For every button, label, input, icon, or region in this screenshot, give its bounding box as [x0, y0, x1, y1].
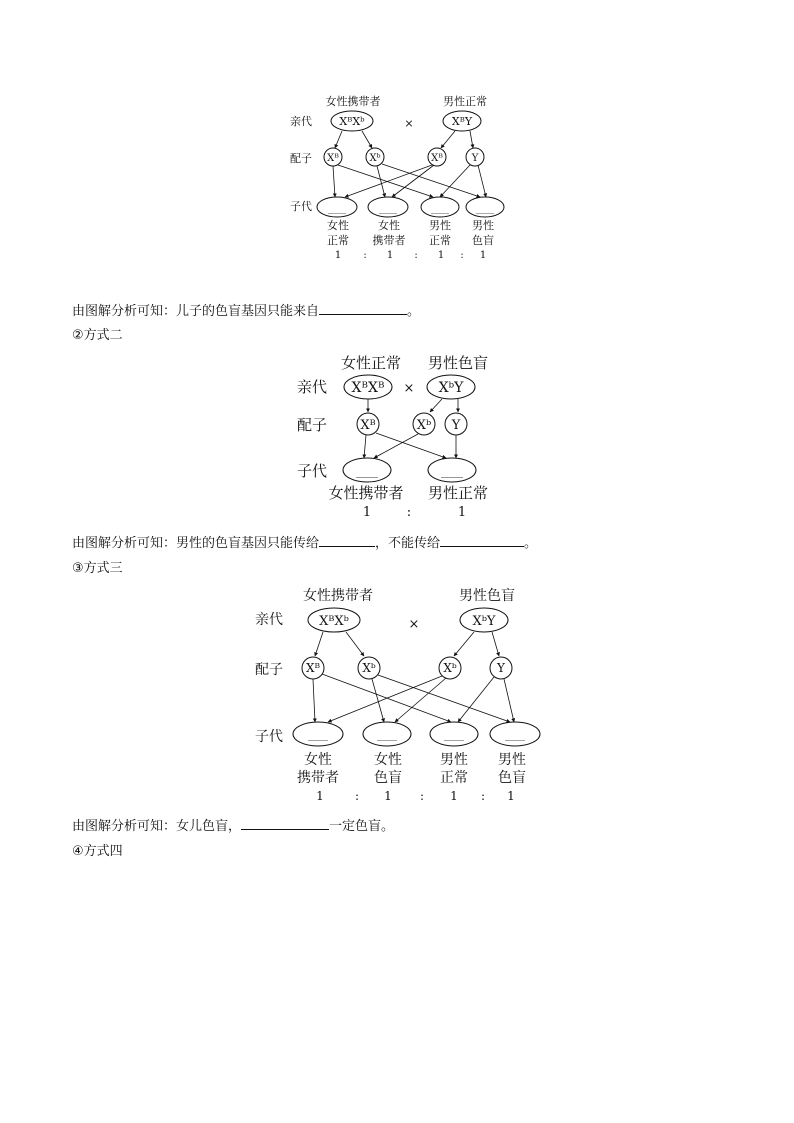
svg-text:1: 1 [384, 789, 392, 803]
row-label-gamete: 配子 [290, 152, 312, 165]
offspring-label: 男性 [472, 219, 494, 232]
offspring-blank: ____ [505, 730, 525, 741]
svg-text:1: 1 [386, 250, 394, 261]
diagram-way1 [0, 90, 794, 265]
parent-left-label: 女性携带者 [303, 588, 373, 604]
offspring-label: 色盲 [498, 770, 526, 786]
parent-right-genotype: XᵇY [438, 380, 464, 396]
offspring-label: 女性 [327, 219, 349, 232]
svg-text:1: 1 [362, 505, 372, 520]
offspring-blank: ____ [377, 730, 397, 741]
offspring-label: 色盲 [374, 770, 402, 786]
offspring-blank: ____ [379, 204, 397, 214]
offspring-label: 携带者 [372, 234, 406, 247]
gamete-label: Xᴮ [305, 661, 321, 675]
parent-left-genotype: XᴮXᵇ [319, 614, 349, 629]
parent-right-genotype: XᴮY [451, 115, 473, 128]
svg-text::: : [419, 789, 425, 803]
cross-diagram-3 [0, 580, 794, 805]
ratio [363, 505, 466, 520]
row-label-gamete: 配子 [297, 416, 328, 434]
cross-symbol: × [403, 381, 415, 396]
gamete-label: Y [451, 418, 461, 433]
offspring-label: 男性 [440, 752, 468, 768]
gamete-label: Xᴮ [360, 418, 376, 433]
question-3: 由图解分析可知：女儿色盲， 一定色盲。 [72, 816, 394, 836]
gamete-label: Xᵇ [362, 661, 376, 675]
svg-text::: : [460, 250, 464, 261]
parent-right-label: 男性色盲 [459, 588, 515, 604]
offspring-label: 男性 [429, 219, 451, 232]
ratio [316, 789, 515, 803]
gamete-label: Y [497, 661, 505, 675]
svg-text::: : [406, 505, 412, 520]
offspring-blank: ____ [444, 730, 464, 741]
parent-right-label: 男性色盲 [427, 354, 489, 372]
parent-left-label: 女性正常 [340, 354, 402, 372]
svg-text:1: 1 [316, 789, 324, 803]
question-2: 由图解分析可知：男性的色盲基因只能传给 ，不能传给 。 [72, 533, 537, 553]
answer-blank[interactable] [319, 533, 375, 547]
offspring-label: 正常 [440, 770, 468, 786]
heading-way4: ④方式四 [72, 844, 123, 859]
cross-symbol: × [404, 117, 414, 130]
row-label-parent: 亲代 [255, 612, 283, 628]
svg-text:1: 1 [437, 250, 445, 261]
answer-blank[interactable] [440, 533, 524, 547]
svg-text:1: 1 [450, 789, 458, 803]
parent-left-label: 女性携带者 [325, 95, 381, 108]
gamete-label: Xᵇ [443, 661, 457, 675]
parent-right-label: 男性正常 [443, 95, 487, 108]
svg-text:1: 1 [507, 789, 515, 803]
row-label-gamete: 配子 [255, 662, 283, 678]
offspring-label: 男性正常 [427, 484, 489, 502]
offspring-label: 女性 [378, 219, 400, 232]
svg-text:1: 1 [334, 250, 342, 261]
offspring-blank: ____ [356, 465, 378, 478]
offspring-label: 男性 [498, 752, 526, 768]
offspring-blank: ____ [308, 730, 328, 741]
offspring-label: 携带者 [297, 770, 339, 786]
cross-symbol: × [408, 617, 420, 632]
row-label-parent: 亲代 [297, 378, 328, 396]
gamete-label: Xᴮ [327, 153, 339, 164]
offspring-blank: ____ [476, 204, 494, 214]
heading-way2: ②方式二 [72, 328, 123, 343]
offspring-blank: ____ [441, 465, 463, 478]
svg-text:1: 1 [479, 250, 487, 261]
row-label-child: 子代 [297, 462, 328, 480]
diagram-way2 [0, 348, 794, 523]
svg-text::: : [354, 789, 360, 803]
gamete-label: Xᵇ [369, 153, 381, 164]
offspring-label: 女性 [374, 752, 402, 768]
row-label-child: 子代 [255, 729, 283, 745]
offspring-label: 女性 [304, 752, 332, 768]
answer-blank[interactable] [241, 816, 329, 830]
svg-text:1: 1 [457, 505, 467, 520]
question-1: 由图解分析可知：儿子的色盲基因只能来自 。 [72, 301, 420, 321]
offspring-label: 女性携带者 [328, 484, 404, 502]
heading-way3: ③方式三 [72, 561, 123, 576]
svg-text::: : [480, 789, 486, 803]
parent-left-genotype: XᴮXᵇ [339, 115, 365, 128]
offspring-blank: ____ [328, 204, 346, 214]
offspring-label: 色盲 [472, 234, 494, 247]
ratio [335, 250, 486, 261]
parent-left-genotype: XᴮXᴮ [351, 380, 385, 396]
svg-text::: : [414, 250, 418, 261]
gamete-label: Xᴮ [431, 153, 443, 164]
cross-diagram-1 [0, 90, 794, 265]
offspring-label: 正常 [327, 234, 349, 247]
row-label-parent: 亲代 [290, 115, 312, 128]
gamete-label: Y [471, 153, 479, 164]
offspring-label: 正常 [429, 234, 451, 247]
diagram-way3 [0, 580, 794, 805]
row-label-child: 子代 [290, 200, 312, 213]
cross-diagram-2 [0, 348, 794, 523]
offspring-blank: ____ [431, 204, 449, 214]
parent-right-genotype: XᵇY [472, 614, 496, 629]
answer-blank[interactable] [319, 301, 407, 315]
gamete-label: Xᵇ [416, 418, 432, 433]
svg-text::: : [363, 250, 367, 261]
